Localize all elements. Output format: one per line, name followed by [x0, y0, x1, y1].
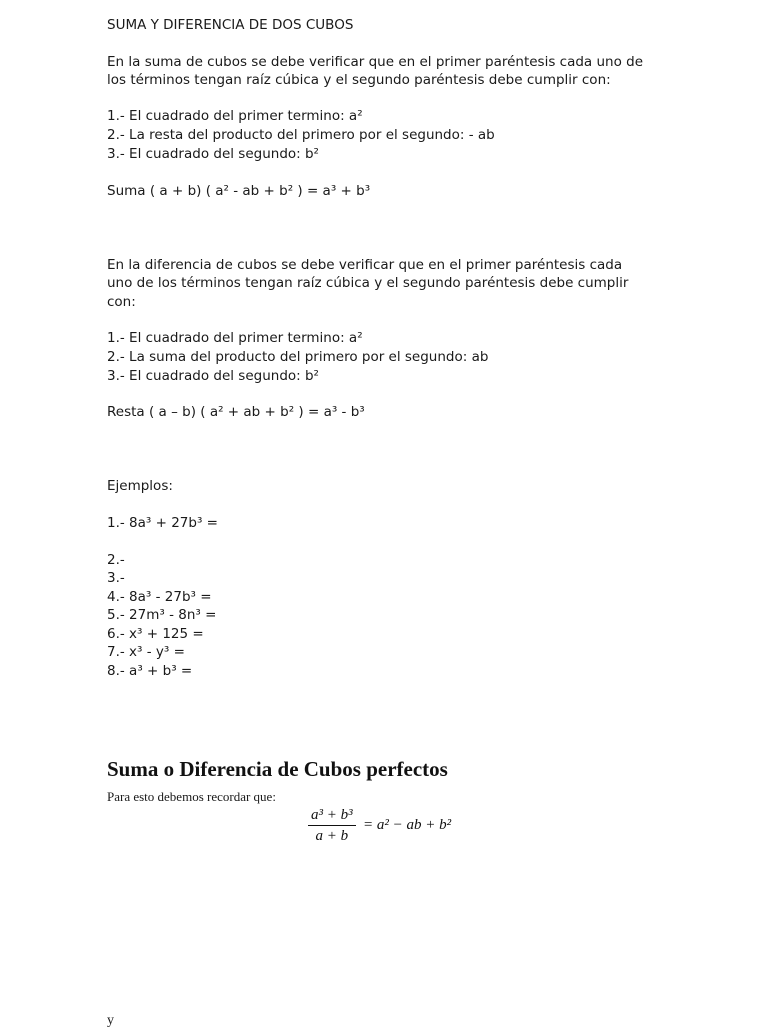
suma-step-1: 1.- El cuadrado del primer termino: a²	[107, 108, 363, 124]
example-7: 7.- x³ - y³ =	[107, 644, 185, 660]
dif-step-2: 2.- La suma del producto del primero por el segundo: ab	[107, 349, 489, 365]
example-1: 1.- 8a³ + 27b³ =	[107, 515, 218, 531]
dif-formula: Resta ( a – b) ( a² + ab + b² ) = a³ - b³	[107, 404, 365, 420]
suma-intro-line-1: En la suma de cubos se debe verificar que en el primer paréntesis cada uno de	[107, 54, 644, 70]
dif-intro-line-1: En la diferencia de cubos se debe verificar que en el primer paréntesis cada	[107, 257, 623, 273]
example-4: 4.- 8a³ - 27b³ =	[107, 589, 212, 605]
fraction-bar	[308, 825, 356, 826]
dif-intro-line-3: con:	[107, 294, 136, 310]
section-heading: Suma o Diferencia de Cubos perfectos	[107, 757, 448, 781]
footer-fragment: y	[107, 1013, 114, 1028]
example-6: 6.- x³ + 125 =	[107, 626, 204, 642]
dif-step-1: 1.- El cuadrado del primer termino: a²	[107, 330, 363, 346]
formula-rhs: = a² − ab + b²	[363, 817, 452, 833]
section-text: Para esto debemos recordar que:	[107, 789, 276, 804]
cube-sum-formula	[308, 806, 451, 845]
example-5: 5.- 27m³ - 8n³ =	[107, 607, 217, 623]
example-2: 2.-	[107, 552, 125, 568]
formula-numerator: a³ + b³	[311, 807, 353, 823]
suma-step-2: 2.- La resta del producto del primero por el segundo: - ab	[107, 127, 495, 143]
document-title: SUMA Y DIFERENCIA DE DOS CUBOS	[107, 17, 354, 33]
example-8: 8.- a³ + b³ =	[107, 663, 193, 679]
suma-step-3: 3.- El cuadrado del segundo: b²	[107, 146, 319, 162]
formula-denominator: a + b	[315, 828, 349, 844]
dif-intro-line-2: uno de los términos tengan raíz cúbica y el segundo paréntesis debe cumplir	[107, 275, 629, 291]
suma-formula: Suma ( a + b) ( a² - ab + b² ) = a³ + b³	[107, 183, 371, 199]
dif-step-3: 3.- El cuadrado del segundo: b²	[107, 368, 319, 384]
examples-label: Ejemplos:	[107, 478, 173, 494]
example-3: 3.-	[107, 570, 125, 586]
suma-intro-line-2: los términos tengan raíz cúbica y el segundo paréntesis debe cumplir con:	[107, 72, 611, 88]
formula-fraction	[308, 806, 356, 845]
